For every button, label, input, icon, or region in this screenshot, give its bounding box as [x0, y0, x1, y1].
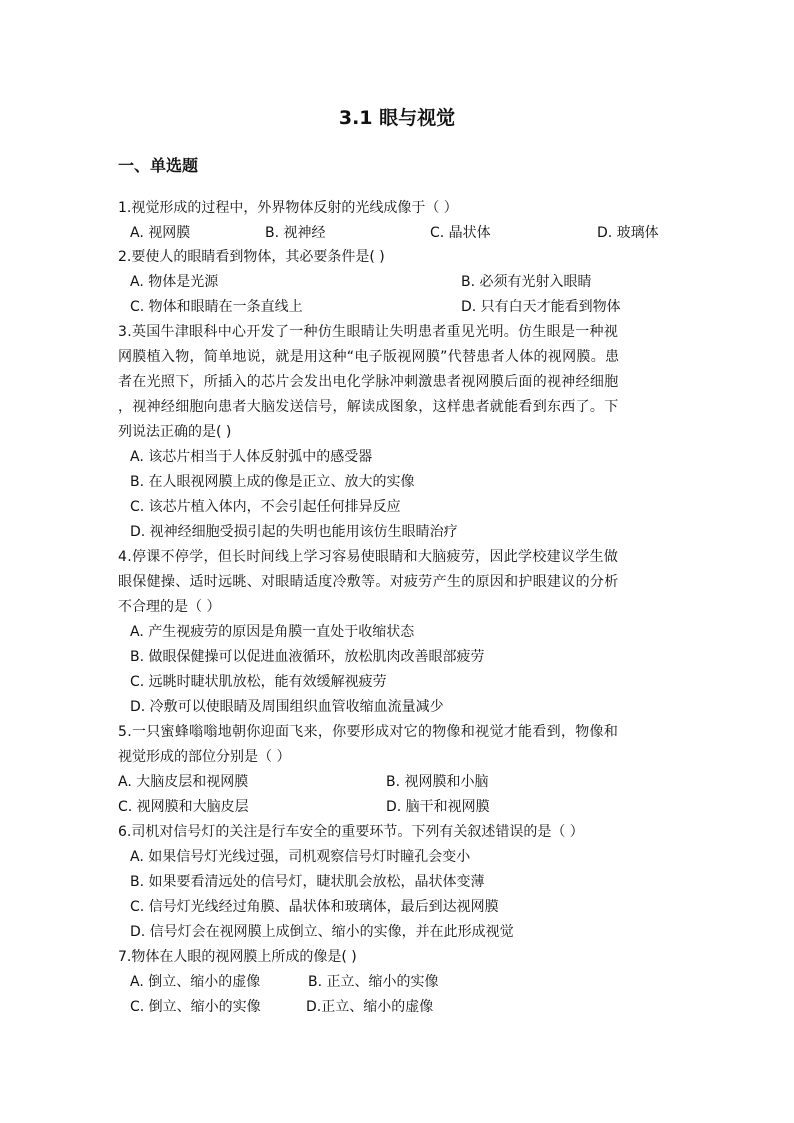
question-6-option-a: A. 如果信号灯光线过强，司机观察信号灯时瞳孔会变小	[130, 849, 471, 865]
question-3-stem-line: 列说法正确的是( )	[118, 424, 232, 440]
question-7-option-d: D.正立、缩小的虚像	[306, 999, 434, 1015]
question-5-stem-line: 5.一只蜜蜂嗡嗡地朝你迎面飞来，你要形成对它的物像和视觉才能看到，物像和	[118, 724, 619, 740]
question-4-option-c: C. 远眺时睫状肌放松，能有效缓解视疲劳	[130, 674, 387, 690]
question-3-stem-line: 3.英国牛津眼科中心开发了一种仿生眼睛让失明患者重见光明。仿生眼是一种视	[118, 324, 619, 340]
question-2-option-a: A. 物体是光源	[130, 274, 219, 290]
question-2-stem: 2.要使人的眼睛看到物体，其必要条件是( )	[118, 249, 385, 265]
question-3-option-d: D. 视神经细胞受损引起的失明也能用该仿生眼睛治疗	[130, 524, 458, 540]
document-title: 3.1 眼与视觉	[338, 107, 456, 129]
question-3-option-a: A. 该芯片相当于人体反射弧中的感受器	[130, 449, 373, 465]
question-7-option-a: A. 倒立、缩小的虚像	[130, 974, 261, 990]
question-3-stem-line: ，视神经细胞向患者大脑发送信号，解读成图象，这样患者就能看到东西了。下	[118, 399, 619, 415]
question-2-option-b: B. 必须有光射入眼睛	[461, 274, 592, 290]
question-4-option-a: A. 产生视疲劳的原因是角膜一直处于收缩状态	[130, 624, 415, 640]
question-4-stem-line: 不合理的是（ ）	[118, 599, 221, 615]
question-5-option-d: D. 脑干和视网膜	[386, 799, 490, 815]
question-7-option-c: C. 倒立、缩小的实像	[130, 999, 261, 1015]
question-5-option-b: B. 视网膜和小脑	[386, 774, 489, 790]
question-5-stem-line: 视觉形成的部位分别是（ ）	[118, 749, 291, 765]
question-6-option-d: D. 信号灯会在视网膜上成倒立、缩小的实像，并在此形成视觉	[130, 924, 514, 940]
question-1-option-a: A. 视网膜	[130, 225, 191, 241]
question-6-stem: 6.司机对信号灯的关注是行车安全的重要环节。下列有关叙述错误的是（ ）	[118, 824, 584, 840]
question-2-option-c: C. 物体和眼睛在一条直线上	[130, 299, 303, 315]
question-1-stem: 1.视觉形成的过程中，外界物体反射的光线成像于（ ）	[118, 200, 458, 216]
question-1-option-d: D. 玻璃体	[597, 225, 659, 241]
question-2-option-d: D. 只有白天才能看到物体	[461, 299, 621, 315]
question-4-option-b: B. 做眼保健操可以促进血液循环，放松肌肉改善眼部疲劳	[130, 649, 485, 665]
question-5-option-a: A. 大脑皮层和视网膜	[118, 774, 249, 790]
question-6-option-c: C. 信号灯光线经过角膜、晶状体和玻璃体，最后到达视网膜	[130, 899, 499, 915]
question-1-option-c: C. 晶状体	[430, 225, 491, 241]
question-4-stem-line: 4.停课不停学，但长时间线上学习容易使眼睛和大脑疲劳，因此学校建议学生做	[118, 549, 619, 565]
question-6-option-b: B. 如果要看清远处的信号灯，睫状肌会放松，晶状体变薄	[130, 874, 485, 890]
question-7-option-b: B. 正立、缩小的实像	[308, 974, 439, 990]
question-4-stem-line: 眼保健操、适时远眺、对眼睛适度冷敷等。对疲劳产生的原因和护眼建议的分析	[118, 574, 619, 590]
question-5-option-c: C. 视网膜和大脑皮层	[118, 799, 249, 815]
question-4-option-d: D. 冷敷可以使眼睛及周围组织血管收缩血流量减少	[130, 699, 444, 715]
question-3-stem-line: 网膜植入物，简单地说，就是用这种“电子版视网膜”代替患者人体的视网膜。患	[118, 349, 620, 365]
section-heading: 一、单选题	[118, 156, 199, 175]
question-1-option-b: B. 视神经	[265, 225, 326, 241]
question-7-stem: 7.物体在人眼的视网膜上所成的像是( )	[118, 949, 357, 965]
question-3-stem-line: 者在光照下，所插入的芯片会发出电化学脉冲刺激患者视网膜后面的视神经细胞	[118, 374, 619, 390]
question-3-option-c: C. 该芯片植入体内，不会引起任何排异反应	[130, 499, 401, 515]
question-3-option-b: B. 在人眼视网膜上成的像是正立、放大的实像	[130, 474, 415, 490]
